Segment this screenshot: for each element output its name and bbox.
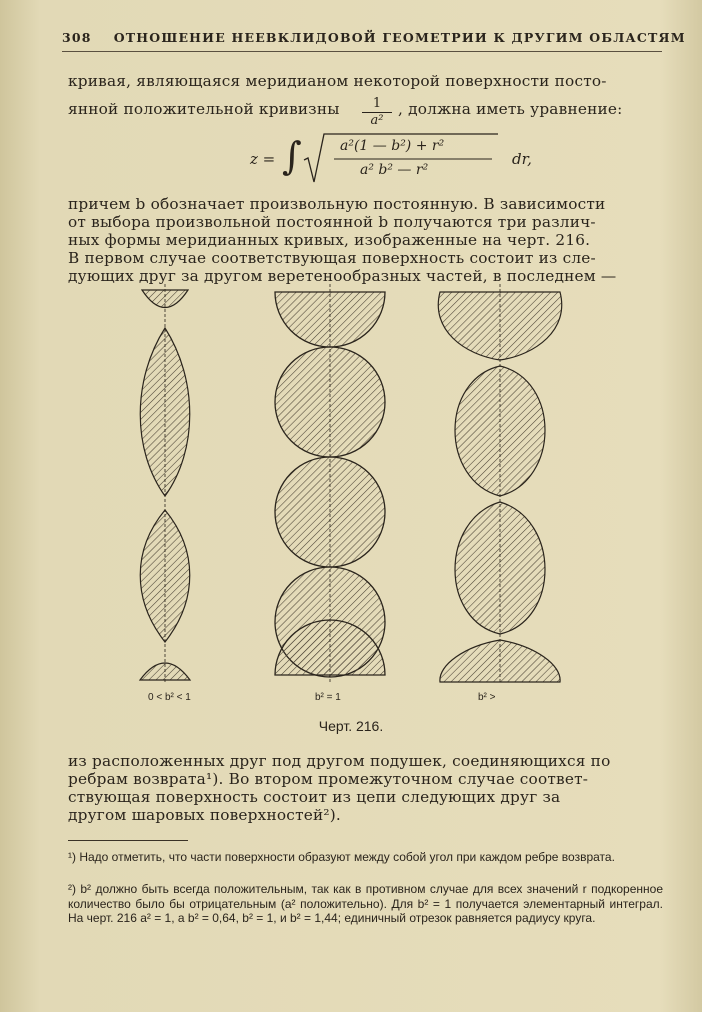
page-header	[62, 30, 686, 45]
figure-label-spheres: b² = 1	[315, 692, 341, 703]
figure-label-spindles: 0 < b² < 1	[148, 692, 191, 703]
running-title: ОТНОШЕНИЕ НЕЕВКЛИДОВОЙ ГЕОМЕТРИИ К ДРУГИМ ОБЛАСТЯМ	[113, 30, 686, 45]
para2-line-2: от выбора произвольной постоянной b получаются три различ-	[68, 213, 596, 231]
figure-caption: Черт. 216.	[318, 718, 384, 734]
spindle-surface	[140, 284, 190, 682]
curvature-fraction	[362, 96, 392, 128]
para2-line-3: ных формы меридианных кривых, изображенные на черт. 216.	[68, 231, 591, 249]
radicand-numerator: a²(1 — b²) + r²	[340, 138, 445, 154]
radicand-denominator: a² b² — r²	[360, 162, 429, 178]
fraction-denominator: a²	[370, 113, 384, 128]
para2-line-5: дующих друг за другом веретенообразных частей, в последнем —	[68, 267, 617, 285]
sphere-chain-surface	[275, 284, 385, 682]
para3-line-1: из расположенных друг под другом подушек, соединяющихся по	[68, 752, 611, 770]
para3-line-4: другом шаровых поверхностей²).	[68, 806, 341, 824]
intro-line-1: кривая, являющаяся меридианом некоторой поверхности посто-	[68, 72, 607, 90]
integral-sign: ∫	[282, 134, 302, 178]
intro-line-2-before: янной положительной кривизны	[68, 100, 340, 118]
para3-line-3: ствующая поверхность состоит из цепи следующих друг за	[68, 788, 561, 806]
footnote-2: ²) b² должно быть всегда положительным, так как в противном случае для всех значений r подкоренное количество было бы отрицательным (a² положительно). Для b² = 1 получается элементарный интеграл. На черт. 216 a² = 1, а b² = 0,64, b² = 1, и b² = 1,44; единичный отрезок равняется радиусу круга.	[68, 882, 663, 925]
para2-line-1: причем b обозначает произвольную постоянную. В зависимости	[68, 195, 606, 213]
header-rule	[62, 51, 662, 52]
para2-line-4: В первом случае соответствующая поверхность состоит из сле-	[68, 249, 596, 267]
footnote-1: ¹) Надо отметить, что части поверхности образуют между собой угол при каждом ребре возврата.	[68, 850, 615, 864]
page-number: 308	[62, 30, 92, 45]
meridian-equation	[250, 130, 550, 190]
para3-line-2: ребрам возврата¹). Во втором промежуточном случае соответ-	[68, 770, 589, 788]
equation-lhs: z =	[250, 150, 276, 168]
figure-216	[120, 270, 600, 690]
cushion-surface	[438, 284, 561, 682]
footnote-rule	[68, 840, 188, 841]
differential: dr,	[512, 150, 532, 168]
intro-line-2-after: , должна иметь уравнение:	[398, 100, 623, 118]
fraction-numerator: 1	[362, 96, 392, 113]
figure-label-cushions: b² >	[478, 692, 496, 703]
